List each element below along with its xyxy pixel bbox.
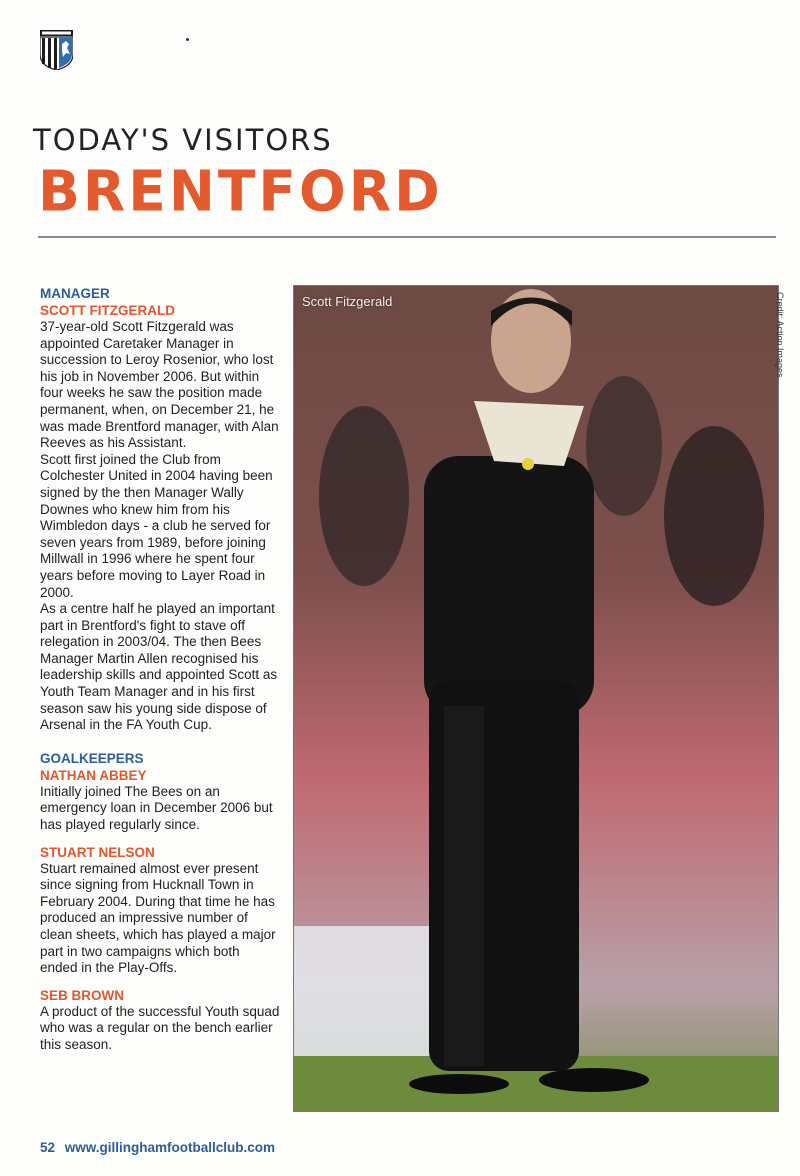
player-name: NATHAN ABBEY xyxy=(40,767,147,783)
club-crest-icon xyxy=(40,30,73,70)
website-link[interactable]: www.gillinghamfootballclub.com xyxy=(64,1140,276,1155)
article-column xyxy=(40,285,280,1054)
player-name: SEB BROWN xyxy=(40,987,124,1003)
player-bio: Initially joined The Bees on an emergency loan in December 2006 but has played regularly since. xyxy=(40,783,273,833)
club-title: BRENTFORD xyxy=(38,158,443,224)
manager-photo xyxy=(293,285,779,1112)
title-divider xyxy=(38,236,776,238)
goalkeepers-heading: GOALKEEPERS xyxy=(40,750,144,766)
print-speck xyxy=(186,38,189,41)
manager-paragraph: 37-year-old Scott Fitzgerald was appointed Caretaker Manager in succession to Leroy Rosenior, who lost his job in November 2006. But within four weeks he saw the position made permanent, when, on December 21, he was made Brentford manager, with Alan Reeves as his Assistant. xyxy=(40,319,279,451)
manager-paragraph: As a centre half he played an important part in Brentford's fight to stave off relegation in 2003/04. The then Bees Manager Martin Allen recognised his leadership skills and appointed Scott as Youth Team Manager and in his first season saw his young side dispose of Arsenal in the FA Youth Cup. xyxy=(40,601,278,733)
photo-caption: Scott Fitzgerald xyxy=(302,294,393,309)
page-number: 52 xyxy=(40,1140,56,1155)
player-bio: Stuart remained almost ever present since signing from Hucknall Town in February 2004. During that time he has produced an impressive number of clean sheets, which has played a major part in two campaigns which both ended in the Play-Offs. xyxy=(40,860,276,976)
photo-credit-text: Credit: Action Images xyxy=(775,292,785,378)
manager-paragraph: Scott first joined the Club from Colchester United in 2004 having been signed by the then Manager Wally Downes who knew him from his Wimbledon days - a club he served for seven years from 1989, before joining Millwall in 1996 where he spent four years before moving to Layer Road in 2000. xyxy=(40,451,273,600)
page-footer xyxy=(40,1140,275,1155)
photo-credit xyxy=(773,292,785,492)
manager-heading: MANAGER xyxy=(40,286,110,301)
section-kicker: TODAY'S VISITORS xyxy=(33,123,333,157)
player-bio: A product of the successful Youth squad who was a regular on the bench earlier this season. xyxy=(40,1003,280,1052)
manager-name: SCOTT FITZGERALD xyxy=(40,303,175,318)
player-name: STUART NELSON xyxy=(40,844,155,860)
